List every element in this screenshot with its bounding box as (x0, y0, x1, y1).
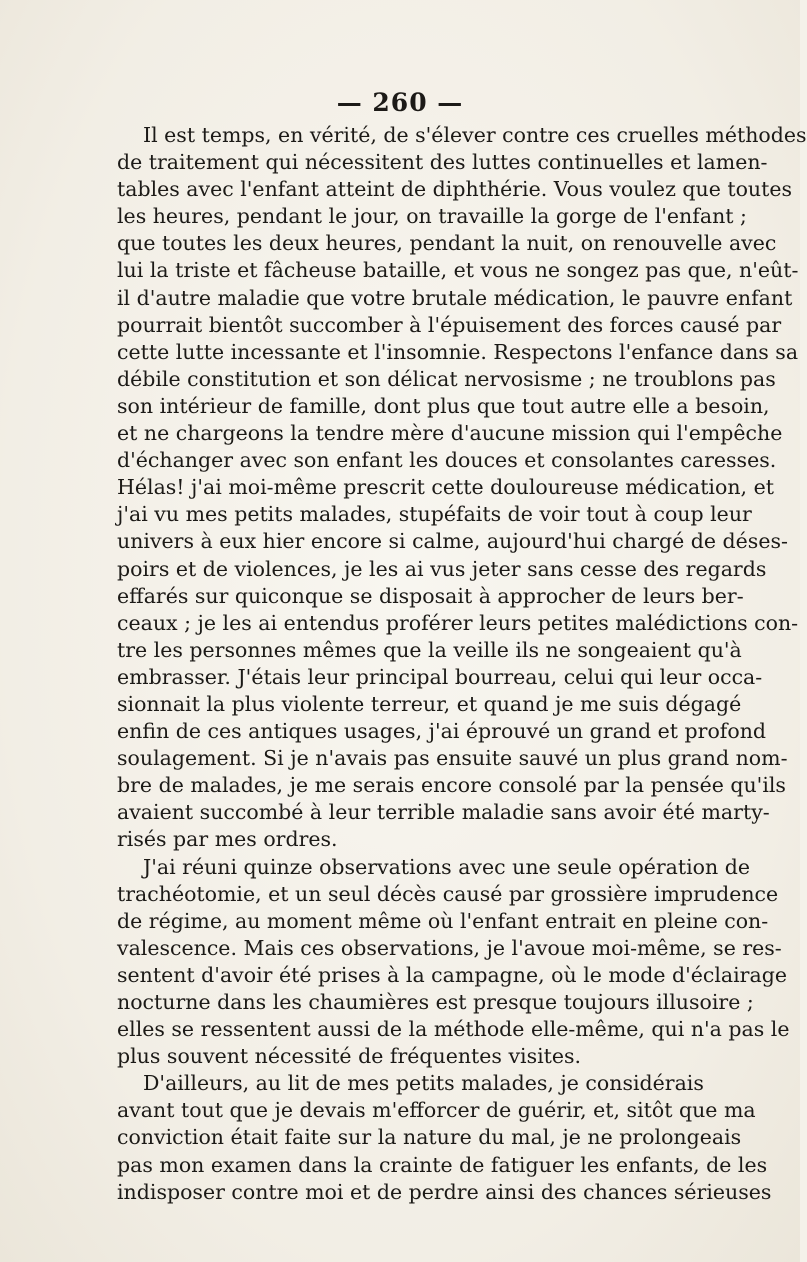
text-line: les heures, pendant le jour, on travaille la gorge de l'enfant ; (117, 204, 747, 229)
text-line: avant tout que je devais m'efforcer de guérir, et, sitôt que ma (117, 1098, 756, 1123)
text-line: Hélas! j'ai moi-même prescrit cette douloureuse médication, et (117, 475, 774, 500)
text-line: J'ai réuni quinze observations avec une seule opération de (143, 854, 750, 879)
text-line: son intérieur de famille, dont plus que tout autre elle a besoin, (117, 393, 770, 418)
text-line: pas mon examen dans la crainte de fatiguer les enfants, de les (117, 1152, 768, 1177)
text-line: cette lutte incessante et l'insomnie. Respectons l'enfance dans sa (117, 339, 799, 364)
text-line: j'ai vu mes petits malades, stupéfaits de voir tout à coup leur (117, 502, 752, 527)
text-line: Il est temps, en vérité, de s'élever contre ces cruelles méthodes (143, 123, 807, 147)
text-line: trachéotomie, et un seul décès causé par grossière imprudence (117, 881, 779, 906)
text-line: il d'autre maladie que votre brutale médication, le pauvre enfant (117, 285, 793, 310)
text-line: conviction était faite sur la nature du mal, je ne prolongeais (117, 1125, 742, 1150)
body-text (117, 122, 807, 1206)
text-line: et ne chargeons la tendre mère d'aucune mission qui l'empêche (117, 421, 783, 446)
text-line: que toutes les deux heures, pendant la nuit, on renouvelle avec (117, 231, 777, 256)
text-line: enfin de ces antiques usages, j'ai éprouvé un grand et profond (117, 719, 767, 744)
page-number: — 260 — (336, 88, 464, 117)
text-line: elles se ressentent aussi de la méthode elle-même, qui n'a pas le (117, 1017, 790, 1042)
text-line: ceaux ; je les ai entendus proférer leurs petites malédictions con- (117, 610, 799, 635)
text-line: avaient succombé à leur terrible maladie sans avoir été marty- (117, 800, 770, 825)
text-line: embrasser. J'étais leur principal bourreau, celui qui leur occa- (117, 664, 763, 689)
text-line: sentent d'avoir été prises à la campagne, où le mode d'éclairage (117, 962, 787, 987)
text-line: tables avec l'enfant atteint de diphthérie. Vous voulez que toutes (117, 177, 793, 202)
text-line: d'échanger avec son enfant les douces et consolantes caresses. (117, 448, 777, 473)
text-line: nocturne dans les chaumières est presque toujours illusoire ; (117, 990, 754, 1014)
text-line: indisposer contre moi et de perdre ainsi des chances sérieuses (117, 1179, 772, 1204)
text-line: débile constitution et son délicat nervosisme ; ne troublons pas (117, 366, 776, 391)
text-line: plus souvent nécessité de fréquentes visites. (117, 1044, 582, 1069)
text-line: de traitement qui nécessitent des luttes continuelles et lamen- (117, 150, 768, 175)
text-line: bre de malades, je me serais encore consolé par la pensée qu'ils (117, 773, 786, 798)
text-line: valescence. Mais ces observations, je l'avoue moi-même, se res- (117, 935, 782, 960)
text-line: pourrait bientôt succomber à l'épuisement des forces causé par (117, 312, 782, 337)
text-line: sionnait la plus violente terreur, et quand je me suis dégagé (117, 691, 742, 716)
text-line: lui la triste et fâcheuse bataille, et vous ne songez pas que, n'eût- (117, 258, 799, 283)
text-line: D'ailleurs, au lit de mes petits malades, je considérais (143, 1071, 704, 1096)
text-line: univers à eux hier encore si calme, aujourd'hui chargé de déses- (117, 529, 788, 554)
text-line: de régime, au moment même où l'enfant entrait en pleine con- (117, 908, 769, 933)
text-line: tre les personnes mêmes que la veille ils ne songeaient qu'à (117, 637, 742, 662)
text-line: poirs et de violences, je les ai vus jeter sans cesse des regards (117, 556, 767, 581)
text-line: risés par mes ordres. (117, 827, 338, 852)
text-line: soulagement. Si je n'avais pas ensuite sauvé un plus grand nom- (117, 746, 788, 771)
text-line: effarés sur quiconque se disposait à approcher de leurs ber- (117, 583, 744, 608)
